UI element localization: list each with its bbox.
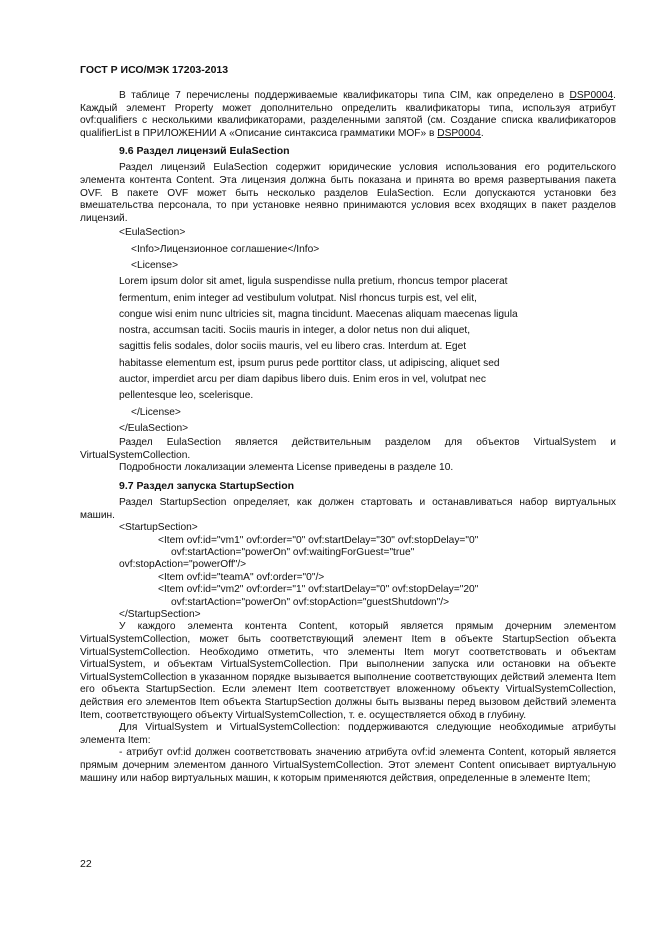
eula-code-info: <Info>Лицензионное соглашение</Info> (131, 243, 320, 255)
lorem-line: auctor, imperdiet arcu per diam dapibus libero duis. Enim eros in vel, volutpat nec (119, 374, 486, 386)
startup-code-item2: <Item ovf:id="teamA" ovf:order="0"/> (158, 571, 325, 583)
dsp0004-link[interactable]: DSP0004 (569, 90, 614, 101)
eula-code-license-open: <License> (131, 259, 179, 271)
startup-code-item1-line1: <Item ovf:id="vm1" ovf:order="0" ovf:startDelay="30" ovf:stopDelay="0" (158, 534, 479, 546)
eula-code-open: <EulaSection> (119, 227, 186, 239)
lorem-line: sagittis felis sodales, dolor sociis mauris, vel eu libero cras. Interdum at. Eget (119, 341, 467, 353)
startup-paragraph-1: Раздел StartupSection определяет, как должен стартовать и останавливаться набор виртуальных машин. (80, 496, 616, 521)
startup-code-item3-line2: ovf:startAction="powerOn" ovf:stopAction="guestShutdown"/> (171, 596, 450, 608)
document-header: ГОСТ Р ИСО/МЭК 17203-2013 (80, 64, 229, 76)
section-9-7-heading: 9.7 Раздел запуска StartupSection (119, 479, 295, 492)
eula-paragraph-2: Раздел EulaSection является действительным разделом для объектов VirtualSystem и VirtualSystemCollection. (80, 437, 616, 461)
eula-paragraph-3: Подробности локализации элемента License приведены в разделе 10. (119, 462, 454, 474)
dsp0004-link-2[interactable]: DSP0004 (437, 127, 481, 139)
lorem-line: Lorem ipsum dolor sit amet, ligula suspendisse nulla pretium, rhoncus tempor placerat (119, 276, 508, 288)
startup-code-item3-line1: <Item ovf:id="vm2" ovf:order="1" ovf:startDelay="0" ovf:stopDelay="20" (158, 584, 479, 596)
intro-text-3: . (480, 127, 484, 139)
document-body (80, 90, 616, 785)
intro-text-2: . Каждый элемент Property может дополнительно определить квалификаторы типа, используя атрибут ovf:qualifiers с несколькими квалификаторами, разделенными запятой (см. Создание списка квалификаторов qualifierList в ПРИЛОЖЕНИИ А «Описание синтаксиса грамматики MOF» в (80, 90, 616, 139)
eula-code-license-close: </License> (131, 406, 181, 418)
startup-paragraph-4: - атрибут ovf:id должен соответствовать значению атрибута ovf:id элемента Content, который является прямым дочерним элементом данного VirtualSystemCollection. Этот элемент Content описывает виртуальную машину или набор виртуальных машин, к которым применяются действия, определенные в элементе Item; (80, 747, 616, 784)
lorem-line: habitasse elementum est, ipsum purus pede porttitor class, ut adipiscing, aliquet sed (119, 357, 500, 369)
lorem-line: nostra, accumsan taciti. Sociis mauris in integer, a dolor netus non dui aliquet, (119, 325, 471, 337)
intro-paragraph (80, 90, 616, 140)
startup-code-item1-line2: ovf:startAction="powerOn" ovf:waitingForGuest="true" (171, 546, 415, 558)
page-number: 22 (80, 858, 92, 870)
intro-text-1: В таблице 7 перечислены поддерживаемые квалификаторы типа CIM, как определено в (119, 90, 570, 101)
lorem-line: fermentum, enim integer ad vestibulum volutpat. Nisl rhoncus turpis est, vel elit, (119, 292, 477, 304)
startup-paragraph-2: У каждого элемента контента Content, который является прямым дочерним элементом VirtualSystemCollection, может быть соответствующий элемент Item в объекте StartupSection объекта VirtualSystemCollection. Необходимо отметить, что элементы Item могут соответствовать и объектам VirtualSystem, и объектам VirtualSystemCollection. При выполнении запуска или остановки на объекте VirtualSystemCollection в указанном порядке вызывается выполнение соответствующих действий элемента Item его объекта StartupSection. Если элемент Item соответствует вложенному объекту VirtualSystemCollection, действия его элементов Item объекта StartupSection должны быть вызваны перед вызовом действий элемента Item, соответствующего объекту VirtualSystemCollection, т. е. осуществляется обход в глубину. (80, 621, 616, 721)
startup-code-open: <StartupSection> (119, 522, 198, 534)
eula-code-close: </EulaSection> (119, 422, 189, 434)
lorem-line: pellentesque leo, scelerisque. (119, 390, 254, 402)
startup-paragraph-3: Для VirtualSystem и VirtualSystemCollection: поддерживаются следующие необходимые атрибуты элемента Item: (80, 722, 616, 746)
lorem-line: congue wisi enim nunc ultricies sit, magna tincidunt. Maecenas aliquam maecenas ligula (119, 308, 518, 320)
eula-paragraph-1: Раздел лицензий EulaSection содержит юридические условия использования его родительского элемента контента Content. Эта лицензия должна быть показана и принята во время развертывания пакета OVF. В пакете OVF может быть несколько разделов EulaSection. Если допускаются установки без вмешательства персонала, то при установке неявно принимаются условия всех входящих в пакет разделов лицензий. (80, 162, 616, 224)
startup-code-close: </StartupSection> (119, 609, 201, 621)
section-9-6-heading: 9.6 Раздел лицензий EulaSection (119, 145, 290, 158)
startup-code-item1-line3: ovf:stopAction="powerOff"/> (119, 559, 247, 571)
